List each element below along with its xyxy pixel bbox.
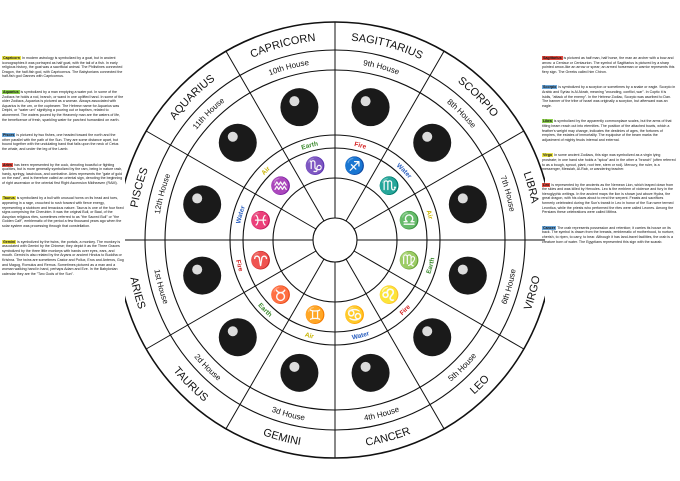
element-label-earth: Earth [425, 257, 437, 275]
house-label: 3d House [270, 404, 306, 423]
pictogram-highlight [422, 326, 432, 336]
zodiac-wheel [125, 0, 545, 481]
sign-label-leo: LEO [467, 372, 492, 397]
sign-label-cancer: CANCER [364, 425, 412, 449]
element-label-fire: Fire [398, 303, 413, 318]
cancer-glyph-icon: ♋ [344, 305, 366, 325]
pictogram-highlight [289, 362, 299, 372]
description-aries [2, 163, 124, 186]
sagittarius-glyph-icon: ♐ [344, 156, 366, 176]
gemini-pictogram-icon [280, 354, 318, 392]
pictogram-highlight [361, 96, 371, 106]
sign-label-virgo: VIRGO [522, 274, 543, 312]
sign-name-highlight: Aries [3, 162, 12, 167]
aquarius-glyph-icon: ♒ [269, 176, 292, 196]
description-text: is symbolized by a man emptying a water pot. In some of the Zodiacs he holds a rod, branch, or wand in one uplifted hand. In some of the older Zodiacs, Aquarius is pictured as a woman. Always associated with Aquarius is the urn, or the cupbearer. The Hebrew name for Aquarius was Delphi, or "water urn" signifying a pouring out or baptism, related to atonement. The waters poured by the Heavenly man are the waters of life, the beneficence of fresh, sparkling water for parched humankind on earth. [2, 89, 124, 122]
pictogram-highlight [289, 96, 299, 106]
sign-name-highlight: Virgo [543, 153, 553, 158]
description-text: In some ancient Zodiacs, this sign was symbolized as a virgin lying prostrate; in one hand she holds a "spica" and in the other a "branch" (often referred to as a bough, sprout, plant, root tree, stem or rod). Mercury, the ruler, is a messenger, Messiah, Al-Rab, or wandering teacher. [542, 153, 676, 172]
taurus-pictogram-icon [219, 318, 257, 356]
description-scorpio [542, 85, 676, 108]
pictogram-highlight [422, 132, 432, 142]
description-aquarius [2, 90, 124, 122]
aquarius-pictogram-icon [219, 124, 257, 162]
pictogram-highlight [192, 193, 202, 203]
pictogram-highlight [361, 362, 371, 372]
virgo-glyph-icon: ♍ [398, 250, 420, 270]
house-label: 6th House [499, 268, 518, 306]
sign-name-highlight: Scorpio [543, 85, 557, 90]
left-descriptions [2, 56, 124, 287]
house-label: 11th House [190, 95, 227, 132]
element-label-air: Air [260, 165, 272, 177]
house-label: 2d House [192, 352, 223, 383]
sign-label-pisces: PISCES [128, 165, 151, 209]
description-pisces [2, 133, 124, 151]
pictogram-highlight [228, 326, 238, 336]
pisces-pictogram-icon [183, 185, 221, 223]
sign-label-taurus: TAURUS [170, 364, 211, 405]
capricorn-pictogram-icon [280, 88, 318, 126]
scorpio-pictogram-icon [413, 124, 451, 162]
sign-label-aries: ARIES [127, 275, 148, 311]
description-gemini [2, 240, 124, 277]
description-text: The crab represents possession and retention; it carries its house on its back. The symbol is drawn from the breasts, emblematic of motherhood, to nurture, cherish, to ripen, to carry, to bear. Although it has land-travel facilities, the crab is a creature born of water. The Egyptians represented this sign with the scarab. [542, 225, 675, 244]
element-label-earth: Earth [256, 301, 274, 319]
element-label-water: Water [351, 330, 371, 342]
description-libra [542, 119, 676, 142]
capricorn-glyph-icon: ♑ [304, 156, 326, 176]
element-label-fire: Fire [353, 141, 368, 151]
sign-name-highlight: Libra [543, 119, 552, 124]
house-label: 1st House [152, 268, 171, 306]
house-label: 10th House [267, 57, 310, 78]
sign-name-highlight: Leo [543, 182, 550, 187]
pictogram-highlight [192, 265, 202, 275]
house-label: 7th House [498, 174, 517, 213]
description-text: is symbolized by a bull with unusual horns on its head and toes, appearing in a rage, crouched to rush forward with fierce energy, representing a stubborn and tenacious nature. Taurus is one of the four fixed signs comprising the Cherubim. It was the original Bull, or Baal, of the Assyrian religious rites, sometimes referred to as "the Sacred Bull" or "the Golden Calf", emblematic of the period a few thousand years ago when the solar system was processing through that constellation. [2, 196, 124, 229]
sign-label-capricorn: CAPRICORN [248, 31, 317, 61]
description-text: In modern astrology is symbolized by a goat, but in ancient iconographies it was portrayed as half goat, with the tail of a fish. In early religious history, the goat was a sacrificial animal. The Philistines connected Dragon, the half-fish god, with Capricornus. The Babylonians connected the half-fish god Oannes with Capricornus. [2, 56, 123, 79]
leo-pictogram-icon [413, 318, 451, 356]
taurus-glyph-icon: ♉ [269, 285, 292, 305]
description-text: is symbolized by the twins, the portals, a monkey. The monkey is associated with Gemini by the Chinese; they depict it as the Three Graces symbolized by the three little monkeys with hands over eyes, ears, and mouth. Gemini is also related by the Aryans or ancient Hindus to Buddha or Krishna. The twins are sometimes Castor and Pollux, Eros and Anteros, Gog and Magog, Romulus and Remus. Sometimes pictured as a man and a woman walking hand in hand, perhaps Adam and Eve. In the Babylonian calendar they are the "Two Gods of the Sun". [2, 239, 124, 276]
virgo-pictogram-icon [449, 257, 487, 295]
sign-name-highlight: Cancer [543, 225, 556, 230]
description-cancer [542, 226, 676, 244]
description-taurus [2, 196, 124, 228]
sign-name-highlight: Taurus [3, 196, 15, 201]
description-virgo [542, 153, 676, 171]
leo-glyph-icon: ♌ [378, 285, 401, 305]
description-sagittarius [542, 56, 676, 74]
scorpio-glyph-icon: ♏ [378, 176, 401, 196]
description-text: is pictured as half man, half horse, the man an archer with a bow and arrow: a Centaur or Centaurion. The symbol of Sagittarius is pictured by a sharp pointed arrow-like an arrow or spear; an armed horseman or warrior represents this fiery sign. The Greeks called him Chiron. [542, 56, 675, 74]
sign-label-sagittarius: SAGITTARIUS [350, 31, 425, 63]
wheel-ring [313, 218, 357, 262]
pictogram-highlight [458, 193, 468, 203]
element-label-water: Water [235, 204, 247, 225]
description-capricorn [2, 56, 124, 79]
libra-pictogram-icon [449, 185, 487, 223]
description-text: is symbolized by a scorpion or sometimes by a snake or eagle. Scorpio in Arabic and Syriac is Al Akrab, meaning "wounding, conflict, war". In Coptic it is Isidis, "attack of the enemy". In the Hebrew Zodiac, Scorpio was ascribed to Dan. The banner of the tribe of Israel was originally a scorpion, but afterward was an eagle. [542, 85, 676, 108]
sign-label-aquarius: AQUARIUS [167, 72, 218, 123]
house-label: 9th House [362, 58, 401, 77]
element-label-earth: Earth [300, 140, 319, 152]
element-label-air: Air [424, 209, 434, 221]
libra-glyph-icon: ♎ [398, 211, 420, 231]
pisces-glyph-icon: ♓ [250, 211, 272, 231]
sign-name-highlight: Aquarius [3, 89, 19, 94]
house-label: 12th House [152, 172, 173, 215]
sign-name-highlight: Pisces [3, 133, 15, 138]
cancer-pictogram-icon [352, 354, 390, 392]
aries-pictogram-icon [183, 257, 221, 295]
pictogram-highlight [458, 265, 468, 275]
sign-label-libra: LIBRA [520, 170, 541, 205]
description-text: has been represented by the cock, denoting boastful or fighting qualities, but is more generally symbolized by the ram, being in nature rash, hardy, springy, lascivious, and combative. Aries represents the "gate of gold on the east", and is therefore called an oriental sign, denoting the beginning of right ascension or the oriental first Right Ascension Midheaven (RAM). [2, 162, 123, 185]
sign-label-scorpio: SCORPIO [455, 74, 501, 120]
sign-name-highlight: Gemini [3, 239, 16, 244]
description-leo [542, 183, 676, 215]
aries-glyph-icon: ♈ [250, 250, 272, 270]
house-label: 5th House [446, 351, 479, 384]
element-label-water: Water [394, 162, 413, 181]
description-text: is represented by the ancients as the Nemean Lion, which leaped down from the skies and was killed by Hercules. Leo is the emblem of violence and fury in the hieroglyphic writings. In the ancient maps the lion is shown just above Hydra, the great dragon, with his claws about to rend the serpent. Feasts and sacrifices formerly celebrated during the Sun's transit in Leo in honor of the Sun were termed Leontica, while the priests who performed the rites were called Leones. Among the Persians these celebrations were called Mithra. [542, 182, 674, 215]
element-label-fire: Fire [234, 259, 244, 273]
element-label-air: Air [303, 331, 315, 341]
description-text: is pictured by two fishes, one headed toward the north and the other parallel with the path of the Sun. They are some distance apart, but bound together with the undulating band that falls upon the neck of Cetus the whale, and under the leg of the Lamb. [2, 133, 119, 151]
sagittarius-pictogram-icon [352, 88, 390, 126]
gemini-glyph-icon: ♊ [304, 305, 326, 325]
house-label: 8th House [445, 97, 478, 130]
house-label: 4th House [363, 404, 401, 423]
sign-name-highlight: Capricorn [3, 56, 20, 60]
description-text: is symbolized by the apparently commonplace scales, but the arms of that tilting beam reach out into eternities. The position of the attached bowls, which a feather's weight may change, indicates the destinies of ages, the fortunes of empires, the estates of immortality. The equipoise of the beam marks the adjustment of mighty feuds internal and external. [542, 119, 672, 142]
sign-label-gemini: GEMINI [261, 426, 302, 449]
sign-name-highlight: Sagittarius [543, 56, 562, 60]
right-descriptions [542, 56, 676, 255]
pictogram-highlight [228, 132, 238, 142]
